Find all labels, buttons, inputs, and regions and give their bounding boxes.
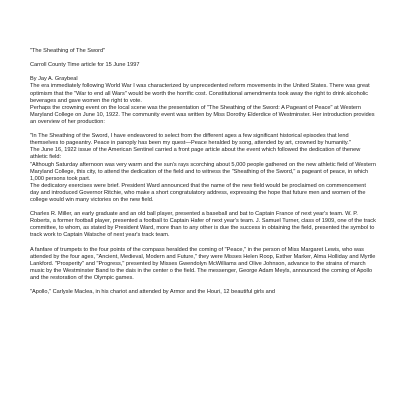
paragraph-9: "Apollo," Carlysle Maclea, in his chariot and attended by Armor and the Houri, 12 beautiful girls and	[30, 289, 275, 296]
paragraph-3: "In The Sheathing of the Sword, I have endeavored to select from the different ages a few significant historical episodes that lend themselves to pageantry. Peace in panoply has been my quest—Peace heralded by song, attended by art, crowned by humanity."	[30, 133, 351, 147]
article-title: "The Sheathing of The Sword"	[30, 48, 106, 54]
paragraph-2: Perhaps the crowning event on the local scene was the presentation of "The Sheathing of the Sword: A Pageant of Peace" at Western Maryland College on June 10, 1922. The community event was written by Miss Dorothy Elderdice of Westminster. Her introduction provides an overview of her production:	[30, 104, 375, 125]
article-body	[30, 48, 376, 296]
paragraph-6: The dedicatory exercises were brief. President Ward announced that the name of the new field would be proclaimed on commencement day and introduced Governor Ritchie, who make a short congratulatory address, expressing the hope that future men and women of the college would win many victories on the new field.	[30, 182, 366, 203]
source-line: Carroll County Time article for 15 June 1997	[30, 62, 140, 69]
byline: By Jay A. Graybeal	[30, 76, 78, 83]
paragraph-7: Charles R. Miller, an early graduate and an old ball player, presented a baseball and bat to Captain France of next year's team. W. P. Roberts, a former football player, presented a football to Captain Hafer of next year's team. J. Samuel Turner, class of 1909, one of the track committee, to whom, as stated by President Ward, more than to any other is due the success in obtaining the field, presented the symbol to track work to Captain Watsche of next year's track team.	[30, 211, 376, 239]
paragraph-5: "Although Saturday afternoon was very warm and the sun's rays scorching about 5,000 people gathered on the new athletic field of Western Maryland College, this city, to attend the dedication of the field and to witness the "Sheathing of the Sword," a pageant of peace, in which 1,000 persons took part.	[30, 161, 376, 182]
paragraph-1: The era immediately following World War I was characterized by unprecedented reform movements in the United States. There was great optimism that the "War to end all Wars" would be worth the horrific cost. Constitutional amendments took away the right to drink alcoholic beverages and gave women the right to vote.	[30, 83, 370, 104]
paragraph-8: A fanfare of trumpets to the four points of the compass heralded the coming of "Peace," in the person of Miss Margaret Lewis, who was attended by the four ages, "Ancient, Medieval, Modern and Future," they were Misses Helen Roop, Esther Marker, Alma Holliday and Myrtle Lankford. "Prosperity" and "Progress," presented by Misses Gwendolyn McWilliams and Olive Johnson, advance to the strains of march music by the Westminster Band to the dais in the center o the field. The messenger, George Adam Meyls, announced the coming of Apollo and the restoration of the Olympic games.	[30, 246, 376, 281]
paragraph-4: The June 16, 1922 issue of the American Sentinel carried a front page article about the event which followed the dedication of thenew athletic field:	[30, 147, 361, 161]
